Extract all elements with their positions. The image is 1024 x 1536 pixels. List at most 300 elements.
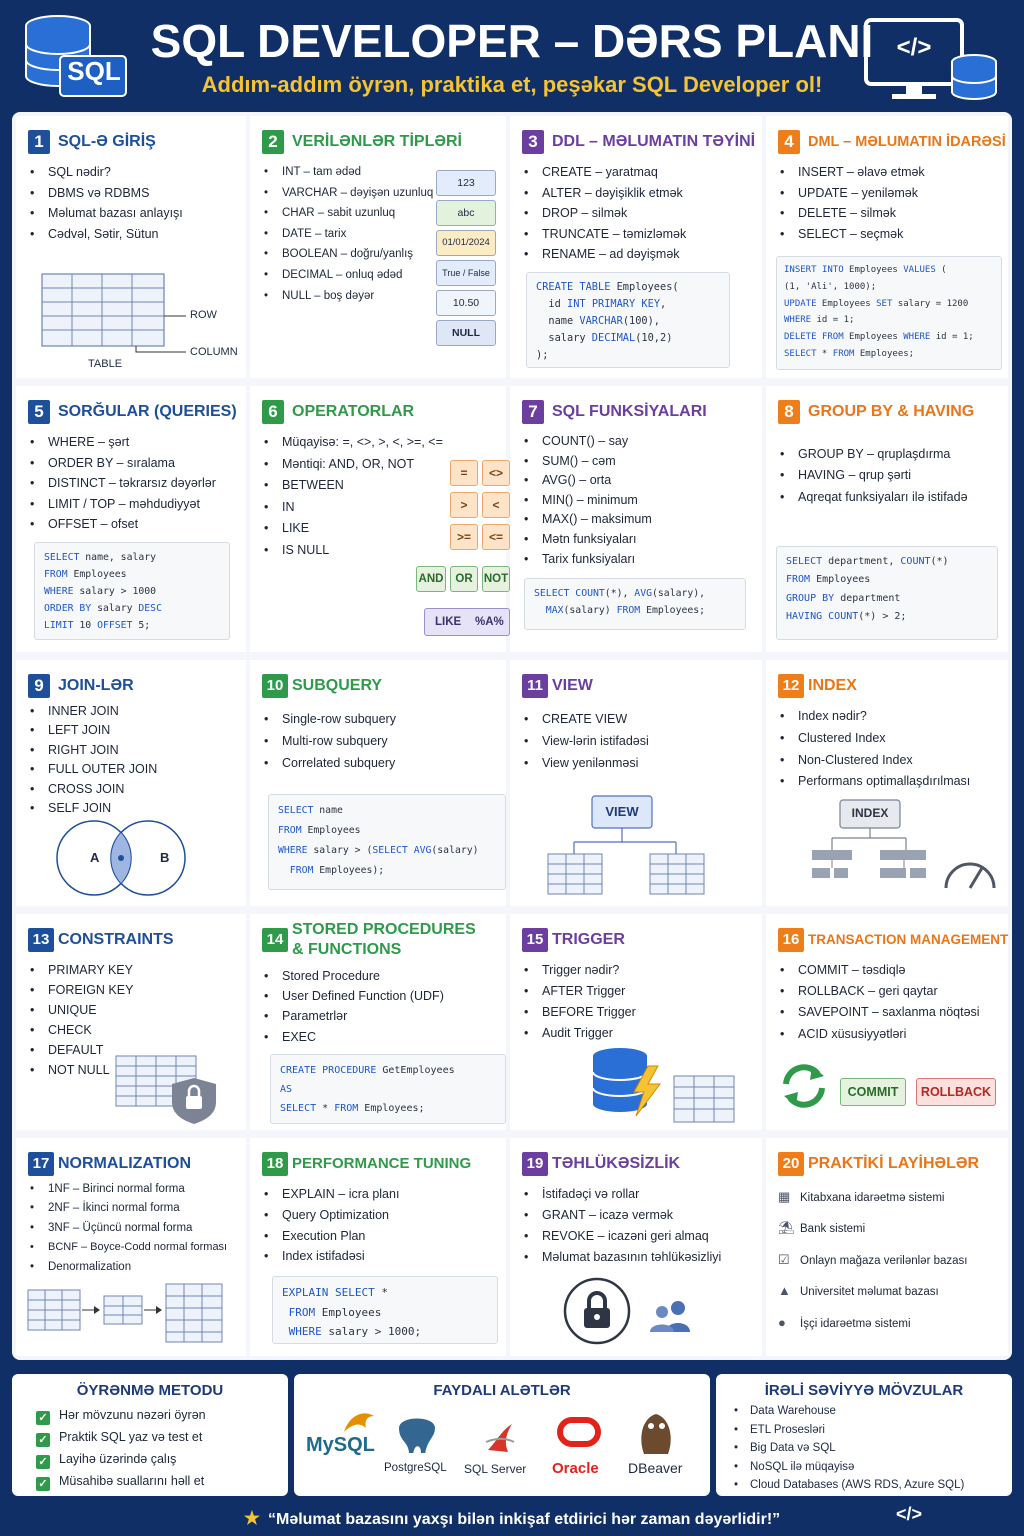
dolphin-icon bbox=[342, 1408, 376, 1436]
list-item: • BEFORE Trigger bbox=[524, 1002, 636, 1023]
topic-list bbox=[264, 1184, 399, 1267]
card-normalization bbox=[16, 1138, 246, 1356]
code-line: (1, 'Ali', 1000); bbox=[784, 281, 877, 292]
list-item: • IN bbox=[264, 497, 443, 519]
dml-code-block bbox=[776, 256, 1002, 370]
code-line: CREATE TABLE Employees( bbox=[536, 281, 679, 293]
code-line: id INT PRIMARY KEY, bbox=[536, 298, 667, 310]
column-label: COLUMN bbox=[190, 346, 238, 358]
check-label: Müsahibə suallarını həll et bbox=[59, 1474, 205, 1488]
list-item: • DELETE – silmək bbox=[780, 203, 925, 224]
card-title: SQL FUNKSİYALARI bbox=[552, 403, 707, 420]
list-item: • AFTER Trigger bbox=[524, 981, 636, 1002]
list-item: • Data Warehouse bbox=[734, 1402, 964, 1421]
list-item: • DECIMAL – onluq ədəd bbox=[264, 265, 433, 286]
card-title: TRIGGER bbox=[552, 931, 625, 948]
list-item: • Index istifadəsi bbox=[264, 1246, 399, 1267]
card-number: 17 bbox=[28, 1152, 54, 1176]
list-item: • GROUP BY – qruplaşdırma bbox=[780, 444, 968, 465]
card-number: 1 bbox=[28, 130, 50, 154]
card-number: 11 bbox=[522, 674, 548, 698]
check-icon: ✓ bbox=[36, 1411, 50, 1425]
code-line: MAX(salary) FROM Employees; bbox=[545, 605, 706, 616]
card-security bbox=[510, 1138, 762, 1356]
list-item: • Mətn funksiyaları bbox=[524, 530, 652, 550]
list-item: • BETWEEN bbox=[264, 475, 443, 497]
list-item: • RENAME – ad dəyişmək bbox=[524, 244, 686, 265]
topic-list bbox=[780, 706, 970, 793]
list-item: • Index nədir? bbox=[780, 706, 970, 728]
logic-box: OR bbox=[450, 566, 478, 592]
code-line: ); bbox=[536, 349, 549, 361]
list-item: • UPDATE – yeniləmək bbox=[780, 183, 925, 204]
operator-box: <= bbox=[482, 524, 510, 550]
tool-label: SQL Server bbox=[464, 1462, 527, 1476]
list-item: • ETL Prosesləri bbox=[734, 1421, 964, 1440]
project-label: Kitabxana idarəetmə sistemi bbox=[800, 1192, 945, 1204]
code-line: ORDER BY salary DESC bbox=[44, 603, 162, 614]
card-title: VERİLƏNLƏR TİPLƏRİ bbox=[292, 133, 462, 150]
list-item bbox=[778, 1213, 967, 1244]
operator-box: = bbox=[450, 460, 478, 486]
card-title: DML – MƏLUMATIN İDARƏSİ bbox=[808, 134, 1006, 150]
topic-list bbox=[524, 1184, 721, 1268]
book-icon: ▦ bbox=[778, 1189, 791, 1204]
topic-list bbox=[780, 162, 925, 244]
footer-quote: “Məlumat bazasını yaxşı bilən inkişaf etdirici hər zaman dəyərlidir!” bbox=[267, 1511, 781, 1528]
card-number: 6 bbox=[262, 400, 284, 424]
sql-server-icon bbox=[482, 1420, 518, 1456]
code-line: AS bbox=[280, 1084, 293, 1095]
card-title: SUBQUERY bbox=[292, 677, 383, 694]
list-item: • 3NF – Üçüncü normal forma bbox=[30, 1219, 227, 1238]
list-item: • OFFSET – ofset bbox=[30, 514, 216, 535]
list-item: • INNER JOIN bbox=[30, 702, 157, 721]
card-groupby bbox=[766, 386, 1008, 652]
list-item: • HAVING – qrup şərti bbox=[780, 465, 968, 486]
list-item: • INSERT – əlavə etmək bbox=[780, 162, 925, 183]
page-subtitle: Addım-addım öyrən, praktika et, peşəkar SQL Developer ol! bbox=[201, 72, 823, 97]
queries-code-block bbox=[34, 542, 230, 640]
project-list bbox=[778, 1182, 967, 1339]
card-number: 4 bbox=[778, 130, 800, 154]
list-item: • Correlated subquery bbox=[264, 752, 396, 774]
topic-list bbox=[524, 708, 649, 774]
logic-box: NOT bbox=[482, 566, 510, 592]
list-item: • LIMIT / TOP – məhdudiyyət bbox=[30, 494, 216, 515]
code-line: UPDATE Employees SET salary = 1200 bbox=[784, 298, 969, 309]
card-data-types bbox=[250, 116, 506, 378]
venn-label-b: B bbox=[160, 850, 170, 865]
header bbox=[0, 0, 1024, 110]
card-dml bbox=[766, 116, 1008, 378]
card-title: JOIN-LƏR bbox=[58, 677, 134, 694]
check-label: Praktik SQL yaz və test et bbox=[59, 1430, 203, 1444]
venn-label-a: A bbox=[90, 850, 100, 865]
list-item: • DBMS və RDBMS bbox=[30, 183, 183, 204]
list-item: • LIKE bbox=[264, 518, 443, 540]
card-title: PERFORMANCE TUNING bbox=[292, 1155, 472, 1172]
list-item: • MAX() – maksimum bbox=[524, 510, 652, 530]
list-item: • BCNF – Boyce-Codd normal forması bbox=[30, 1238, 227, 1257]
list-item: • Məntiqi: AND, OR, NOT bbox=[264, 454, 443, 476]
list-item: • NULL – boş dəyər bbox=[264, 286, 433, 307]
code-line: WHERE salary > 1000 bbox=[44, 586, 157, 597]
list-item: • GRANT – icazə vermək bbox=[524, 1205, 721, 1226]
project-label: Onlayn mağaza verilənlər bazası bbox=[800, 1254, 968, 1267]
topic-list bbox=[30, 162, 183, 244]
list-item: • CREATE VIEW bbox=[524, 708, 649, 730]
beaver-icon bbox=[636, 1408, 676, 1458]
check-item bbox=[36, 1404, 206, 1426]
card-sql-intro bbox=[16, 116, 246, 378]
people-icon: ● bbox=[778, 1314, 786, 1330]
normalization-diagram-icon bbox=[26, 1282, 240, 1346]
row-label: ROW bbox=[190, 309, 217, 321]
code-line: salary DECIMAL(10,2) bbox=[536, 332, 673, 344]
list-item: • View yenilənməsi bbox=[524, 752, 649, 774]
check-icon: ✓ bbox=[36, 1455, 50, 1469]
card-index bbox=[766, 660, 1008, 906]
check-item bbox=[36, 1426, 202, 1448]
topic-list bbox=[264, 162, 433, 306]
list-item: • DROP – silmək bbox=[524, 203, 686, 224]
list-item: • CREATE – yaratmaq bbox=[524, 162, 686, 183]
list-item: • Tarix funksiyaları bbox=[524, 550, 652, 570]
list-item: • TRUNCATE – təmizləmək bbox=[524, 224, 686, 245]
code-line: CREATE PROCEDURE GetEmployees bbox=[280, 1065, 455, 1076]
card-transactions bbox=[766, 914, 1008, 1130]
card-ddl bbox=[510, 116, 762, 378]
table-label: TABLE bbox=[88, 358, 123, 370]
card-title: DDL – MƏLUMATIN TƏYİNİ bbox=[552, 133, 756, 150]
like-pattern: %A% bbox=[475, 616, 504, 628]
card-title: SQL-Ə GİRİŞ bbox=[58, 133, 156, 150]
card-number: 10 bbox=[262, 674, 288, 698]
project-label: Bank sistemi bbox=[800, 1223, 866, 1236]
lesson-grid bbox=[12, 112, 1012, 1360]
card-number: 15 bbox=[522, 928, 548, 952]
panel-title: İRƏLİ SƏVİYYƏ MÖVZULAR bbox=[764, 1382, 964, 1399]
card-number: 9 bbox=[28, 674, 50, 698]
list-item: • Denormalization bbox=[30, 1258, 227, 1277]
card-number: 18 bbox=[262, 1152, 288, 1176]
list-item: • SUM() – cəm bbox=[524, 452, 652, 472]
topic-list bbox=[780, 960, 980, 1045]
like-keyword: LIKE bbox=[435, 616, 462, 628]
card-title: CONSTRAINTS bbox=[58, 931, 174, 948]
code-line: GROUP BY department bbox=[786, 592, 901, 604]
type-example: 01/01/2024 bbox=[436, 230, 496, 256]
list-item: • COUNT() – say bbox=[524, 432, 652, 452]
code-line: WHERE salary > (SELECT AVG(salary) bbox=[278, 845, 479, 856]
like-box bbox=[424, 608, 510, 636]
type-example: 123 bbox=[436, 170, 496, 196]
tool-label: DBeaver bbox=[628, 1460, 683, 1476]
topic-list bbox=[264, 432, 443, 562]
list-item: • Cədvəl, Sətir, Sütun bbox=[30, 224, 183, 245]
card-joins bbox=[16, 660, 246, 906]
list-item: • COMMIT – təsdiqlə bbox=[780, 960, 980, 981]
graduation-cap-icon: ▲ bbox=[778, 1283, 791, 1299]
code-line: FROM Employees bbox=[44, 569, 127, 580]
page-title: SQL DEVELOPER – DƏRS PLANI bbox=[150, 15, 874, 67]
card-number: 19 bbox=[522, 1152, 548, 1176]
list-item: • Execution Plan bbox=[264, 1226, 399, 1247]
footer-code-icon: </> bbox=[896, 1504, 923, 1524]
card-number: 12 bbox=[778, 674, 804, 698]
card-title: VIEW bbox=[552, 677, 593, 694]
elephant-icon bbox=[392, 1408, 442, 1458]
list-item: • NOT NULL bbox=[30, 1060, 133, 1080]
card-number: 14 bbox=[262, 928, 288, 952]
code-line: SELECT department, COUNT(*) bbox=[786, 556, 949, 567]
code-line: DELETE FROM Employees WHERE id = 1; bbox=[784, 332, 974, 343]
topic-list bbox=[30, 432, 216, 535]
advanced-list bbox=[734, 1402, 964, 1495]
tool-label: Oracle bbox=[552, 1460, 599, 1477]
list-item: • BOOLEAN – doğru/yanlış bbox=[264, 244, 433, 265]
list-item: • INT – tam ədəd bbox=[264, 162, 433, 183]
card-performance bbox=[250, 1138, 506, 1356]
list-item: • Single-row subquery bbox=[264, 708, 396, 730]
procedure-code-block bbox=[270, 1054, 506, 1124]
explain-code-block bbox=[272, 1276, 498, 1344]
sql-logo-text: SQL bbox=[67, 56, 121, 86]
card-number: 13 bbox=[28, 928, 54, 952]
lock-icon bbox=[562, 1276, 632, 1346]
list-item: • ALTER – dəyişiklik etmək bbox=[524, 183, 686, 204]
list-item: • DATE – tarix bbox=[264, 224, 433, 245]
tool-label: MySQL bbox=[306, 1434, 375, 1456]
list-item: • Non-Clustered Index bbox=[780, 750, 970, 772]
list-item: • Cloud Databases (AWS RDS, Azure SQL) bbox=[734, 1476, 964, 1495]
card-title: INDEX bbox=[808, 677, 857, 694]
card-title: SORĞULAR (QUERIES) bbox=[58, 403, 237, 420]
panel-title: FAYDALI ALƏTLƏR bbox=[433, 1382, 571, 1399]
bank-icon: ⛱ bbox=[778, 1220, 795, 1236]
card-title: NORMALIZATION bbox=[58, 1155, 192, 1172]
panel-title: ÖYRƏNMƏ METODU bbox=[76, 1382, 224, 1399]
list-item bbox=[778, 1276, 967, 1307]
list-item: • View-lərin istifadəsi bbox=[524, 730, 649, 752]
useful-tools-panel bbox=[294, 1374, 710, 1496]
code-line: FROM Employees bbox=[786, 574, 871, 586]
index-label: INDEX bbox=[851, 806, 889, 820]
list-item: • Performans optimallaşdırılması bbox=[780, 771, 970, 793]
list-item: • DISTINCT – təkrarsız dəyərlər bbox=[30, 473, 216, 494]
code-line: INSERT INTO Employees VALUES ( bbox=[784, 265, 947, 275]
tool-label: PostgreSQL bbox=[384, 1462, 447, 1474]
type-example: 10.50 bbox=[436, 290, 496, 316]
list-item: • Multi-row subquery bbox=[264, 730, 396, 752]
footer bbox=[0, 1502, 1024, 1534]
list-item: • SQL nədir? bbox=[30, 162, 183, 183]
list-item: • Clustered Index bbox=[780, 728, 970, 750]
cart-icon: ☑ bbox=[778, 1251, 790, 1267]
learning-method-panel bbox=[12, 1374, 288, 1496]
subquery-code-block bbox=[268, 794, 506, 890]
list-item bbox=[778, 1245, 967, 1276]
check-item bbox=[36, 1448, 176, 1470]
code-line: SELECT * FROM Employees; bbox=[784, 348, 915, 359]
list-item: • NoSQL ilə müqayisə bbox=[734, 1458, 964, 1477]
list-item: • Audit Trigger bbox=[524, 1023, 636, 1044]
list-item: • REVOKE – icazəni geri almaq bbox=[524, 1226, 721, 1247]
card-title: OPERATORLAR bbox=[292, 403, 415, 420]
code-line: SELECT name bbox=[278, 805, 343, 816]
list-item: • WHERE – şərt bbox=[30, 432, 216, 453]
code-line: FROM Employees bbox=[278, 825, 361, 836]
topic-list bbox=[30, 1180, 227, 1277]
card-number: 5 bbox=[28, 400, 50, 424]
list-item: • Query Optimization bbox=[264, 1205, 399, 1226]
refresh-icon bbox=[778, 1060, 830, 1112]
code-line: SELECT name, salary bbox=[44, 552, 157, 563]
list-item: • ROLLBACK – geri qaytar bbox=[780, 981, 980, 1002]
code-line: SELECT * FROM Employees; bbox=[280, 1103, 425, 1114]
topic-list bbox=[780, 444, 968, 508]
mysql-logo bbox=[306, 1434, 375, 1457]
card-projects bbox=[766, 1138, 1008, 1356]
card-title-line-1: STORED PROCEDURES bbox=[292, 921, 476, 938]
check-label: Layihə üzərində çalış bbox=[59, 1452, 177, 1466]
operator-box: <> bbox=[482, 460, 510, 486]
list-item: • PRIMARY KEY bbox=[30, 960, 133, 980]
view-label: VIEW bbox=[605, 804, 639, 819]
list-item: • EXPLAIN – icra planı bbox=[264, 1184, 399, 1205]
project-label: İşçi idarəetmə sistemi bbox=[800, 1317, 911, 1330]
list-item: • Məlumat bazasının təhlükəsizliyi bbox=[524, 1247, 721, 1268]
card-constraints bbox=[16, 914, 246, 1130]
list-item: • EXEC bbox=[264, 1027, 444, 1047]
groupby-code-block bbox=[776, 546, 998, 640]
check-icon: ✓ bbox=[36, 1477, 50, 1491]
list-item: • Məlumat bazası anlayışı bbox=[30, 203, 183, 224]
list-item: • LEFT JOIN bbox=[30, 721, 157, 740]
list-item: • İstifadəçi və rollar bbox=[524, 1184, 721, 1205]
list-item: • Stored Procedure bbox=[264, 966, 444, 986]
users-icon bbox=[648, 1298, 694, 1334]
list-item: • RIGHT JOIN bbox=[30, 741, 157, 760]
card-title: GROUP BY & HAVING bbox=[808, 403, 975, 420]
code-line: FROM Employees); bbox=[289, 865, 385, 876]
list-item: • UNIQUE bbox=[30, 1000, 133, 1020]
card-procedures bbox=[250, 914, 506, 1130]
list-item: • CHAR – sabit uzunluq bbox=[264, 203, 433, 224]
list-item: • Parametrlər bbox=[264, 1006, 444, 1026]
list-item: • CHECK bbox=[30, 1020, 133, 1040]
logic-box: AND bbox=[416, 566, 446, 592]
database-lightning-icon bbox=[590, 1046, 740, 1126]
type-example: NULL bbox=[436, 320, 496, 346]
list-item: • 1NF – Birinci normal forma bbox=[30, 1180, 227, 1199]
advanced-topics-panel bbox=[716, 1374, 1012, 1496]
code-line: SELECT COUNT(*), AVG(salary), bbox=[534, 588, 706, 599]
operator-box: < bbox=[482, 492, 510, 518]
card-number: 8 bbox=[778, 400, 800, 424]
shield-lock-icon bbox=[114, 1054, 234, 1124]
card-functions bbox=[510, 386, 762, 652]
card-title: TƏHLÜKƏSİZLİK bbox=[552, 1155, 681, 1172]
list-item: • User Defined Function (UDF) bbox=[264, 986, 444, 1006]
ddl-code-block bbox=[526, 272, 730, 368]
list-item: • 2NF – İkinci normal forma bbox=[30, 1199, 227, 1218]
topic-list bbox=[524, 432, 652, 569]
list-item bbox=[778, 1182, 967, 1213]
project-label: Universitet məlumat bazası bbox=[800, 1286, 939, 1299]
code-line: FROM Employees bbox=[288, 1305, 382, 1319]
list-item: • Müqayisə: =, <>, >, <, >=, <= bbox=[264, 432, 443, 454]
list-item: • FOREIGN KEY bbox=[30, 980, 133, 1000]
topic-list bbox=[524, 960, 636, 1044]
rollback-button: ROLLBACK bbox=[916, 1078, 996, 1106]
type-example: abc bbox=[436, 200, 496, 226]
list-item bbox=[778, 1308, 967, 1339]
topic-list bbox=[30, 702, 157, 818]
list-item: • ACID xüsusiyyətləri bbox=[780, 1024, 980, 1045]
list-item: • MIN() – minimum bbox=[524, 491, 652, 511]
list-item: • ORDER BY – sıralama bbox=[30, 453, 216, 474]
type-example: True / False bbox=[436, 260, 496, 286]
list-item: • IS NULL bbox=[264, 540, 443, 562]
list-item: • VARCHAR – dəyişən uzunluq bbox=[264, 183, 433, 204]
card-number: 20 bbox=[778, 1152, 804, 1176]
card-trigger bbox=[510, 914, 762, 1130]
topic-list bbox=[524, 162, 686, 265]
check-label: Hər mövzunu nəzəri öyrən bbox=[59, 1408, 206, 1422]
topic-list bbox=[264, 966, 444, 1047]
venn-diagram-icon bbox=[50, 818, 192, 898]
card-operators bbox=[250, 386, 509, 652]
list-item: • SAVEPOINT – saxlanma nöqtəsi bbox=[780, 1002, 980, 1023]
card-title: TRANSACTION MANAGEMENT bbox=[808, 932, 1009, 947]
check-icon: ✓ bbox=[36, 1433, 50, 1447]
code-line: WHERE salary > 1000; bbox=[288, 1325, 422, 1338]
card-number: 3 bbox=[522, 130, 544, 154]
operator-box: >= bbox=[450, 524, 478, 550]
code-line: WHERE id = 1; bbox=[784, 315, 855, 326]
list-item: • SELF JOIN bbox=[30, 799, 157, 818]
list-item: • AVG() – orta bbox=[524, 471, 652, 491]
oracle-icon bbox=[556, 1416, 602, 1448]
check-item bbox=[36, 1470, 204, 1492]
functions-code-block bbox=[524, 578, 746, 630]
list-item: • FULL OUTER JOIN bbox=[30, 760, 157, 779]
code-line: EXPLAIN SELECT * bbox=[282, 1286, 388, 1299]
card-view bbox=[510, 660, 762, 906]
list-item: • Aqreqat funksiyaları ilə istifadə bbox=[780, 487, 968, 508]
card-subquery bbox=[250, 660, 506, 906]
card-number: 16 bbox=[778, 928, 804, 952]
star-icon: ★ bbox=[243, 1508, 260, 1528]
list-item: • DEFAULT bbox=[30, 1040, 133, 1060]
operator-box: > bbox=[450, 492, 478, 518]
card-queries bbox=[16, 386, 246, 652]
card-number: 7 bbox=[522, 400, 544, 424]
code-icon-text: </> bbox=[896, 34, 932, 61]
topic-list bbox=[264, 708, 396, 774]
code-line: HAVING COUNT(*) > 2; bbox=[786, 611, 907, 623]
list-item: • CROSS JOIN bbox=[30, 780, 157, 799]
commit-button: COMMIT bbox=[840, 1078, 906, 1106]
card-title: PRAKTİKİ LAYİHƏLƏR bbox=[808, 1155, 980, 1172]
code-line: name VARCHAR(100), bbox=[536, 315, 661, 327]
card-number: 2 bbox=[262, 130, 284, 154]
list-item: • Big Data və SQL bbox=[734, 1439, 964, 1458]
list-item: • SELECT – seçmək bbox=[780, 224, 925, 245]
list-item: • Trigger nədir? bbox=[524, 960, 636, 981]
